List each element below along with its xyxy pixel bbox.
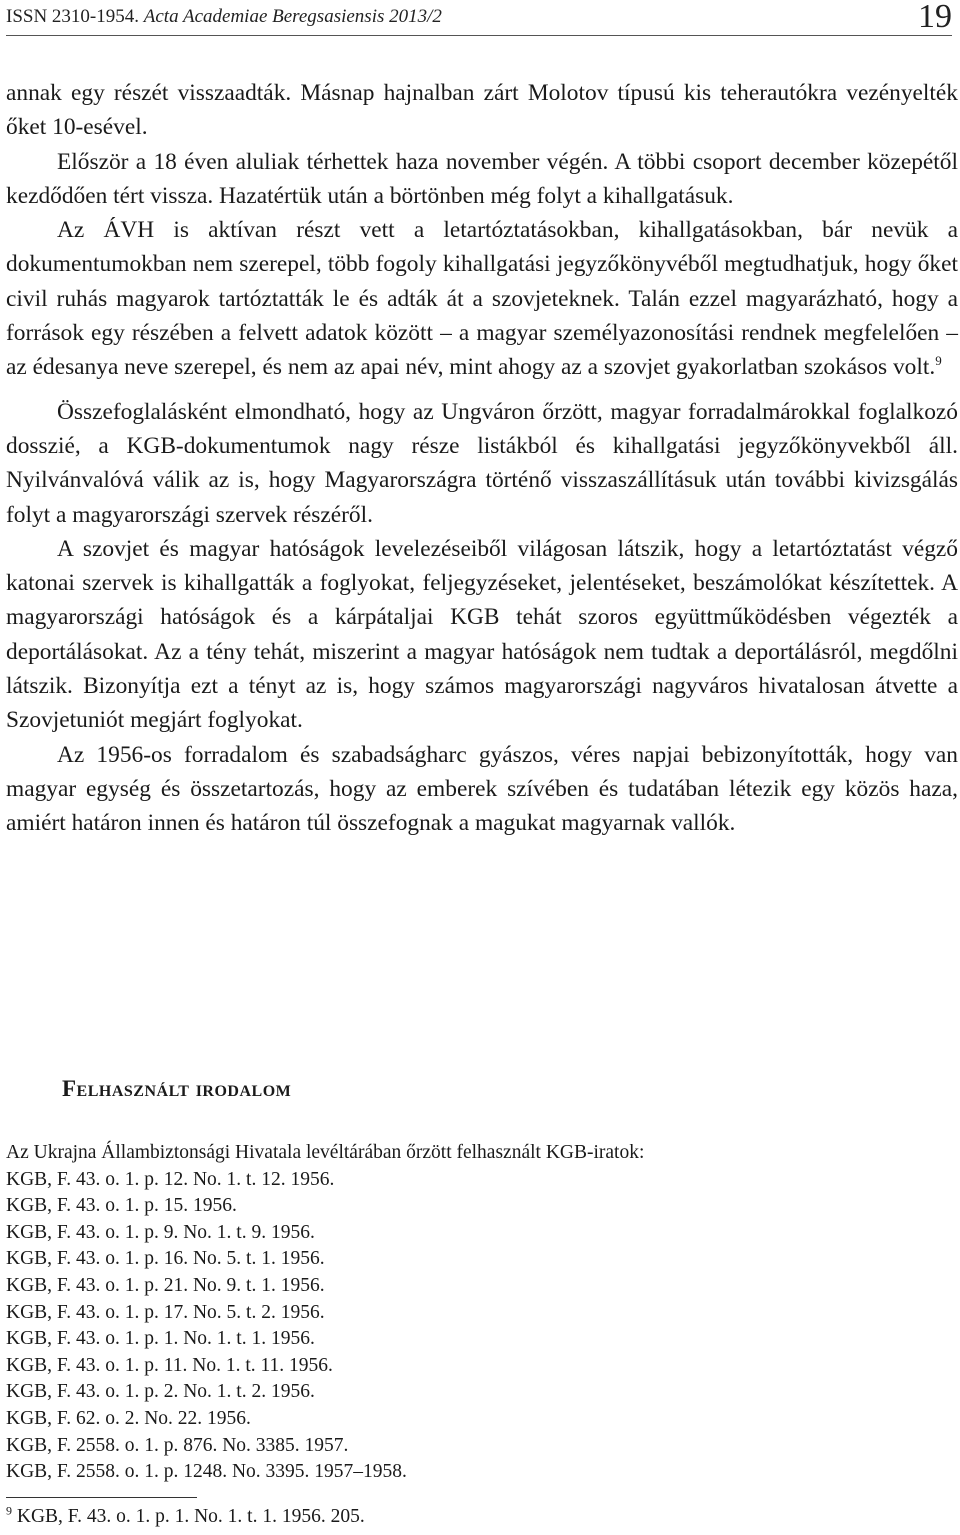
paragraph-6: Az 1956-os forradalom és szabadságharc gyászos, véres napjai bebizonyították, hogy van magyar egység és összetartozás, hogy az emberek szívében és tudatában létezik egy közös haza, amiért határon innen és határon túl összefognak a magukat magyarnak vallók. — [6, 741, 958, 837]
journal-title: Acta Academiae Beregsasiensis 2013/2 — [143, 6, 442, 27]
reference-item: KGB, F. 43. o. 1. p. 2. No. 1. t. 2. 1956. — [6, 1381, 315, 1403]
reference-list — [6, 1140, 946, 1486]
main-text — [6, 76, 958, 841]
reference-item: KGB, F. 43. o. 1. p. 16. No. 5. t. 1. 1956. — [6, 1248, 325, 1270]
reference-item: KGB, F. 62. o. 2. No. 22. 1956. — [6, 1407, 251, 1429]
paragraph-3 — [6, 213, 958, 384]
reference-item: KGB, F. 2558. o. 1. p. 876. No. 3385. 1957. — [6, 1434, 349, 1456]
footnote-number: 9 — [6, 1503, 12, 1518]
paragraph-3-text: Az ÁVH is aktívan részt vett a letartóztatásokban, kihallgatásokban, bár nevük a dokumentumokban nem szerepel, több fogoly kihallgatási jegyzőkönyvéből megtudhatjuk, hogy őket civil ruhás magyarok tartóztatták le és adták át a szovjeteknek. Talán ezzel magyarázható, hogy a források egy részében a felvett adatok között – a magyar személyazonosítási rendnek megfelelően – az édesanya neve szerepel, és nem az apai név, mint ahogy az a szovjet gyakorlatban szokásos volt. — [6, 217, 958, 381]
footnote-text: KGB, F. 43. o. 1. p. 1. No. 1. t. 1. 1956. 205. — [16, 1506, 365, 1527]
reference-item: KGB, F. 43. o. 1. p. 21. No. 9. t. 1. 1956. — [6, 1274, 325, 1296]
reference-intro: Az Ukrajna Állambiztonsági Hivatala levéltárában őrzött felhasznált KGB-iratok: — [6, 1142, 645, 1163]
running-header — [6, 0, 952, 36]
reference-item: KGB, F. 43. o. 1. p. 15. 1956. — [6, 1195, 237, 1217]
reference-item: KGB, F. 43. o. 1. p. 17. No. 5. t. 2. 1956. — [6, 1301, 325, 1323]
paragraph-5: A szovjet és magyar hatóságok levelezéseiből világosan látszik, hogy a letartóztatást végző katonai szervek is kihallgatták a foglyokat, feljegyzéseket, jelentéseket, beszámolókat készítettek. A magyarországi hatóságok és a kárpátaljai KGB tehát szoros együttműködésben végezték a deportálásokat. Az a tény tehát, miszerint a magyar hatóságok nem tudtak a deportálásról, megdőlni látszik. Bizonyítja ezt a tényt az is, hogy számos magyarországi nagyváros hivatalosan átvette a Szovjetuniót megjárt foglyokat. — [6, 535, 958, 734]
journal-citation — [6, 6, 442, 28]
reference-item: KGB, F. 43. o. 1. p. 11. No. 1. t. 11. 1956. — [6, 1354, 333, 1376]
paragraph-2: Először a 18 éven aluliak térhettek haza november végén. A többi csoport december közepétől kezdődően tért vissza. Hazatértük után a börtönben még folyt a kihallgatásuk. — [6, 148, 958, 209]
reference-item: KGB, F. 43. o. 1. p. 1. No. 1. t. 1. 1956. — [6, 1328, 315, 1350]
reference-item: KGB, F. 43. o. 1. p. 12. No. 1. t. 12. 1956. — [6, 1168, 335, 1190]
paragraph-1: annak egy részét visszaadták. Másnap hajnalban zárt Molotov típusú kis teherautókra vezényelték őket 10-esével. — [6, 80, 958, 141]
footnote — [6, 1505, 365, 1529]
footnote-divider — [6, 1497, 197, 1498]
page-number: 19 — [918, 0, 952, 35]
section-heading: Felhasznált irodalom — [62, 1076, 292, 1101]
paragraph-4: Összefoglalásként elmondható, hogy az Ungváron őrzött, magyar forradalmárokkal foglalkozó dosszié, a KGB-dokumentumok nagy része listákból és kihallgatási jegyzőkönyvekből áll. Nyilvánvalóvá válik az is, hogy Magyarországra történő visszaszállításuk után további kivizsgálás folyt a magyarországi szervek részéről. — [6, 398, 958, 528]
reference-item: KGB, F. 43. o. 1. p. 9. No. 1. t. 9. 1956. — [6, 1221, 315, 1243]
footnote-reference: 9 — [935, 353, 942, 369]
reference-item: KGB, F. 2558. o. 1. p. 1248. No. 3395. 1957–1958. — [6, 1461, 407, 1483]
issn: ISSN 2310-1954. — [6, 6, 140, 27]
header-divider — [6, 35, 952, 36]
